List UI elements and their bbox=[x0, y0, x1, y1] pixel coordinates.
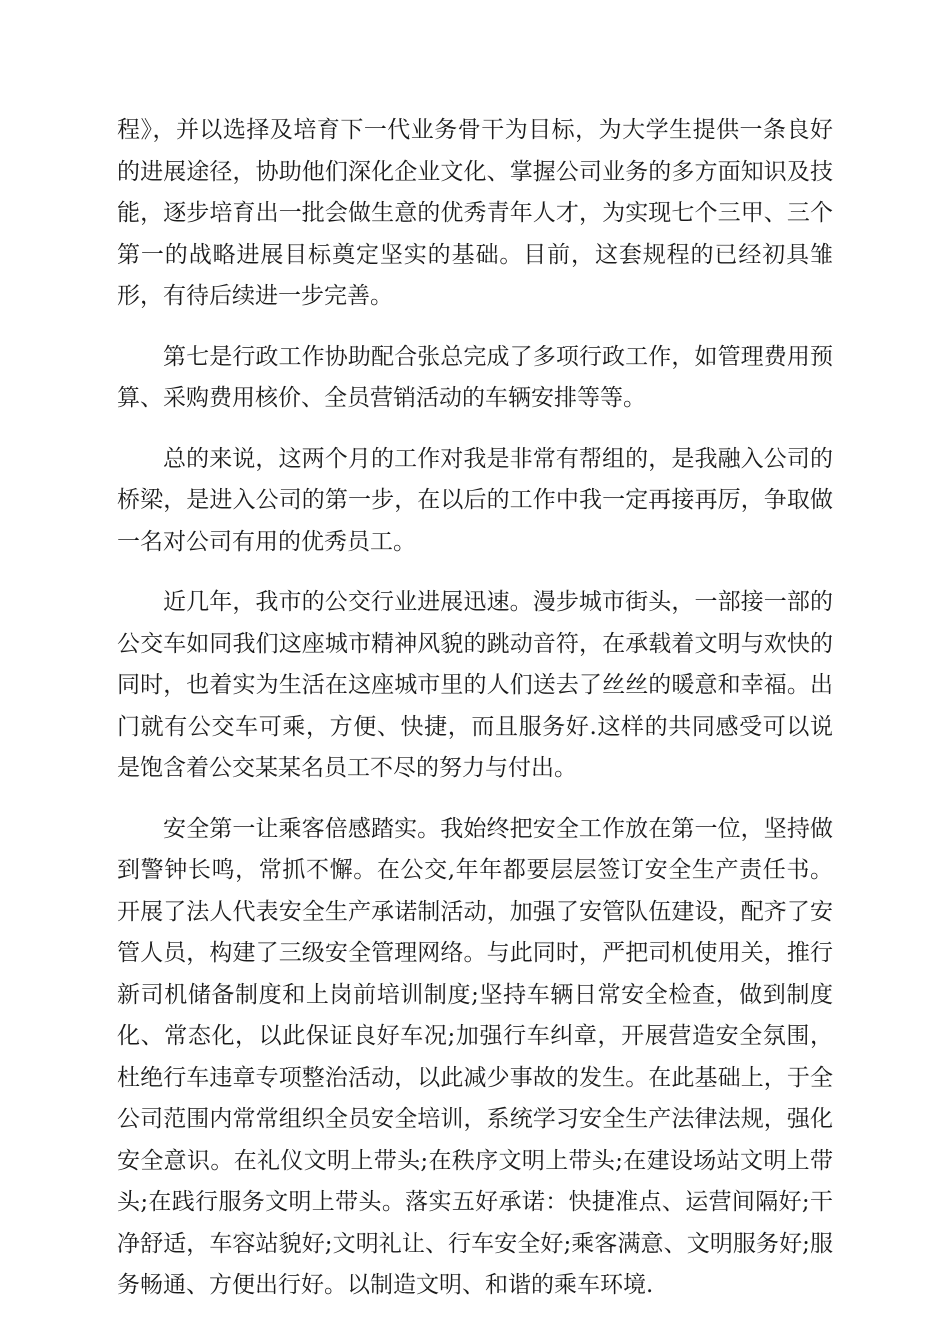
paragraph-public-transit: 近几年，我市的公交行业进展迅速。漫步城市街头，一部接一部的公交车如同我们这座城市精神风貌的跳动音符，在承载着文明与欢快的同时，也着实为生活在这座城市里的人们送去了丝丝的暖意和幸福。出门就有公交车可乘，方便、快捷，而且服务好.这样的共同感受可以说是饱含着公交某某名员工不尽的努力与付出。 bbox=[117, 589, 834, 781]
document-body bbox=[117, 110, 833, 1307]
paragraph-admin-work: 第七是行政工作协助配合张总完成了多项行政工作，如管理费用预算、采购费用核价、全员营销活动的车辆安排等等。 bbox=[117, 343, 833, 411]
paragraph-summary: 总的来说，这两个月的工作对我是非常有帮组的，是我融入公司的桥梁，是进入公司的第一步，在以后的工作中我一定再接再厉，争取做一名对公司有用的优秀员工。 bbox=[117, 445, 834, 555]
paragraph-safety-first: 安全第一让乘客倍感踏实。我始终把安全工作放在第一位，坚持做到警钟长鸣，常抓不懈。在公交,年年都要层层签订安全生产责任书。开展了法人代表安全生产承诺制活动，加强了安管队伍建设，配齐了安管人员，构建了三级安全管理网络。与此同时，严把司机使用关，推行新司机储备制度和上岗前培训制度;坚持车辆日常安全检查，做到制度化、常态化，以此保证良好车况;加强行车纠章，开展营造安全氛围，杜绝行车违章专项整治活动，以此减少事故的发生。在此基础上，于全公司范围内常常组织全员安全培训，系统学习安全生产法律法规，强化安全意识。在礼仪文明上带头;在秩序文明上带头;在建设场站文明上带头;在践行服务文明上带头。落实五好承诺：快捷准点、运营间隔好;干净舒适，车容站貌好;文明礼让、行车安全好;乘客满意、文明服务好;服务畅通、方便出行好。以制造文明、和谐的乘车环境. bbox=[117, 815, 834, 1298]
paragraph-regulation-continuation: 程》，并以选择及培育下一代业务骨干为目标，为大学生提供一条良好的进展途径，协助他们深化企业文化、掌握公司业务的多方面知识及技能，逐步培育出一批会做生意的优秀青年人才，为实现七个三甲、三个第一的战略进展目标奠定坚实的基础。目前，这套规程的已经初具雏形，有待后续进一步完善。 bbox=[117, 117, 834, 309]
